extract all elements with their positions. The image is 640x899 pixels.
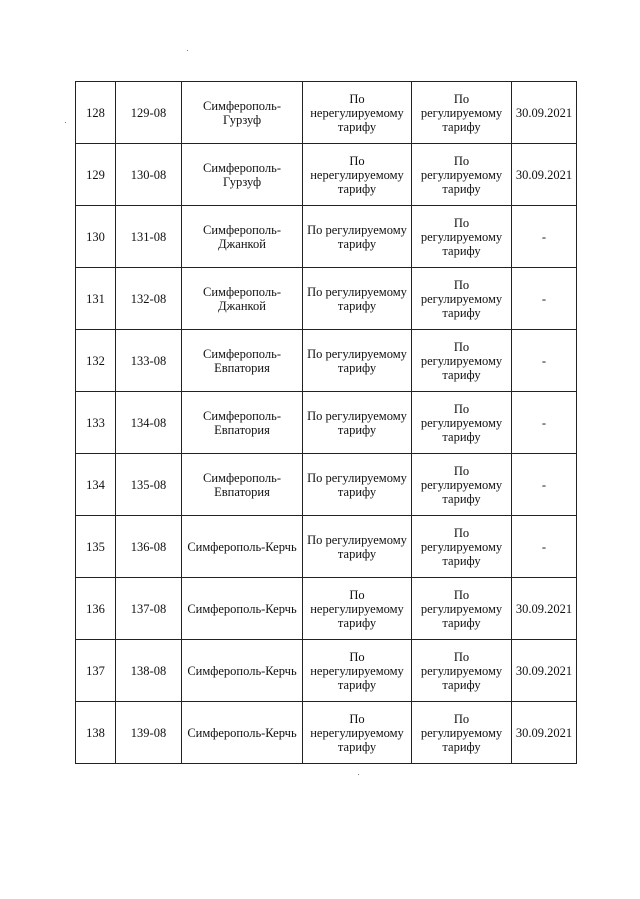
route-registration-number: 135-08 [116,454,182,516]
route-name: Симферополь-Джанкой [182,268,303,330]
route-name: Симферополь-Гурзуф [182,82,303,144]
table-row [76,392,577,454]
route-registration-number: 138-08 [116,640,182,702]
new-tariff-type: По регулируемому тарифу [412,392,512,454]
scan-speck [187,50,188,51]
change-date: 30.09.2021 [512,702,577,764]
new-tariff-type: По регулируемому тарифу [412,330,512,392]
route-name: Симферополь-Керчь [182,702,303,764]
change-date: 30.09.2021 [512,578,577,640]
table-row [76,268,577,330]
table-row [76,516,577,578]
current-tariff-type: По нерегулируемому тарифу [303,640,412,702]
route-registration-number: 139-08 [116,702,182,764]
new-tariff-type: По регулируемому тарифу [412,268,512,330]
current-tariff-type: По регулируемому тарифу [303,454,412,516]
new-tariff-type: По регулируемому тарифу [412,516,512,578]
row-number: 136 [76,578,116,640]
change-date: - [512,330,577,392]
route-registration-number: 133-08 [116,330,182,392]
change-date: 30.09.2021 [512,82,577,144]
route-registration-number: 129-08 [116,82,182,144]
current-tariff-type: По нерегулируемому тарифу [303,702,412,764]
route-name: Симферополь-Гурзуф [182,144,303,206]
scan-speck [358,774,359,775]
current-tariff-type: По регулируемому тарифу [303,516,412,578]
route-name: Симферополь-Евпатория [182,330,303,392]
row-number: 133 [76,392,116,454]
current-tariff-type: По нерегулируемому тарифу [303,578,412,640]
new-tariff-type: По регулируемому тарифу [412,144,512,206]
row-number: 132 [76,330,116,392]
new-tariff-type: По регулируемому тарифу [412,702,512,764]
route-registration-number: 134-08 [116,392,182,454]
table-row [76,82,577,144]
current-tariff-type: По нерегулируемому тарифу [303,144,412,206]
row-number: 130 [76,206,116,268]
change-date: - [512,454,577,516]
route-registration-number: 132-08 [116,268,182,330]
routes-table-body [76,82,577,764]
row-number: 129 [76,144,116,206]
table-row [76,702,577,764]
change-date: 30.09.2021 [512,640,577,702]
route-registration-number: 136-08 [116,516,182,578]
route-registration-number: 137-08 [116,578,182,640]
current-tariff-type: По нерегулируемому тарифу [303,82,412,144]
row-number: 128 [76,82,116,144]
route-registration-number: 130-08 [116,144,182,206]
route-name: Симферополь-Керчь [182,516,303,578]
table-row [76,330,577,392]
route-registration-number: 131-08 [116,206,182,268]
new-tariff-type: По регулируемому тарифу [412,454,512,516]
current-tariff-type: По регулируемому тарифу [303,392,412,454]
new-tariff-type: По регулируемому тарифу [412,82,512,144]
change-date: - [512,268,577,330]
current-tariff-type: По регулируемому тарифу [303,206,412,268]
new-tariff-type: По регулируемому тарифу [412,640,512,702]
change-date: 30.09.2021 [512,144,577,206]
route-name: Симферополь-Керчь [182,640,303,702]
table-row [76,640,577,702]
route-name: Симферополь-Керчь [182,578,303,640]
table-row [76,578,577,640]
new-tariff-type: По регулируемому тарифу [412,206,512,268]
scan-speck [65,122,66,123]
row-number: 138 [76,702,116,764]
route-name: Симферополь-Евпатория [182,392,303,454]
row-number: 131 [76,268,116,330]
table-row [76,454,577,516]
route-name: Симферополь-Евпатория [182,454,303,516]
table-row [76,144,577,206]
current-tariff-type: По регулируемому тарифу [303,268,412,330]
table-row [76,206,577,268]
change-date: - [512,206,577,268]
new-tariff-type: По регулируемому тарифу [412,578,512,640]
change-date: - [512,516,577,578]
current-tariff-type: По регулируемому тарифу [303,330,412,392]
row-number: 137 [76,640,116,702]
change-date: - [512,392,577,454]
routes-table [75,81,577,764]
row-number: 134 [76,454,116,516]
row-number: 135 [76,516,116,578]
route-name: Симферополь-Джанкой [182,206,303,268]
